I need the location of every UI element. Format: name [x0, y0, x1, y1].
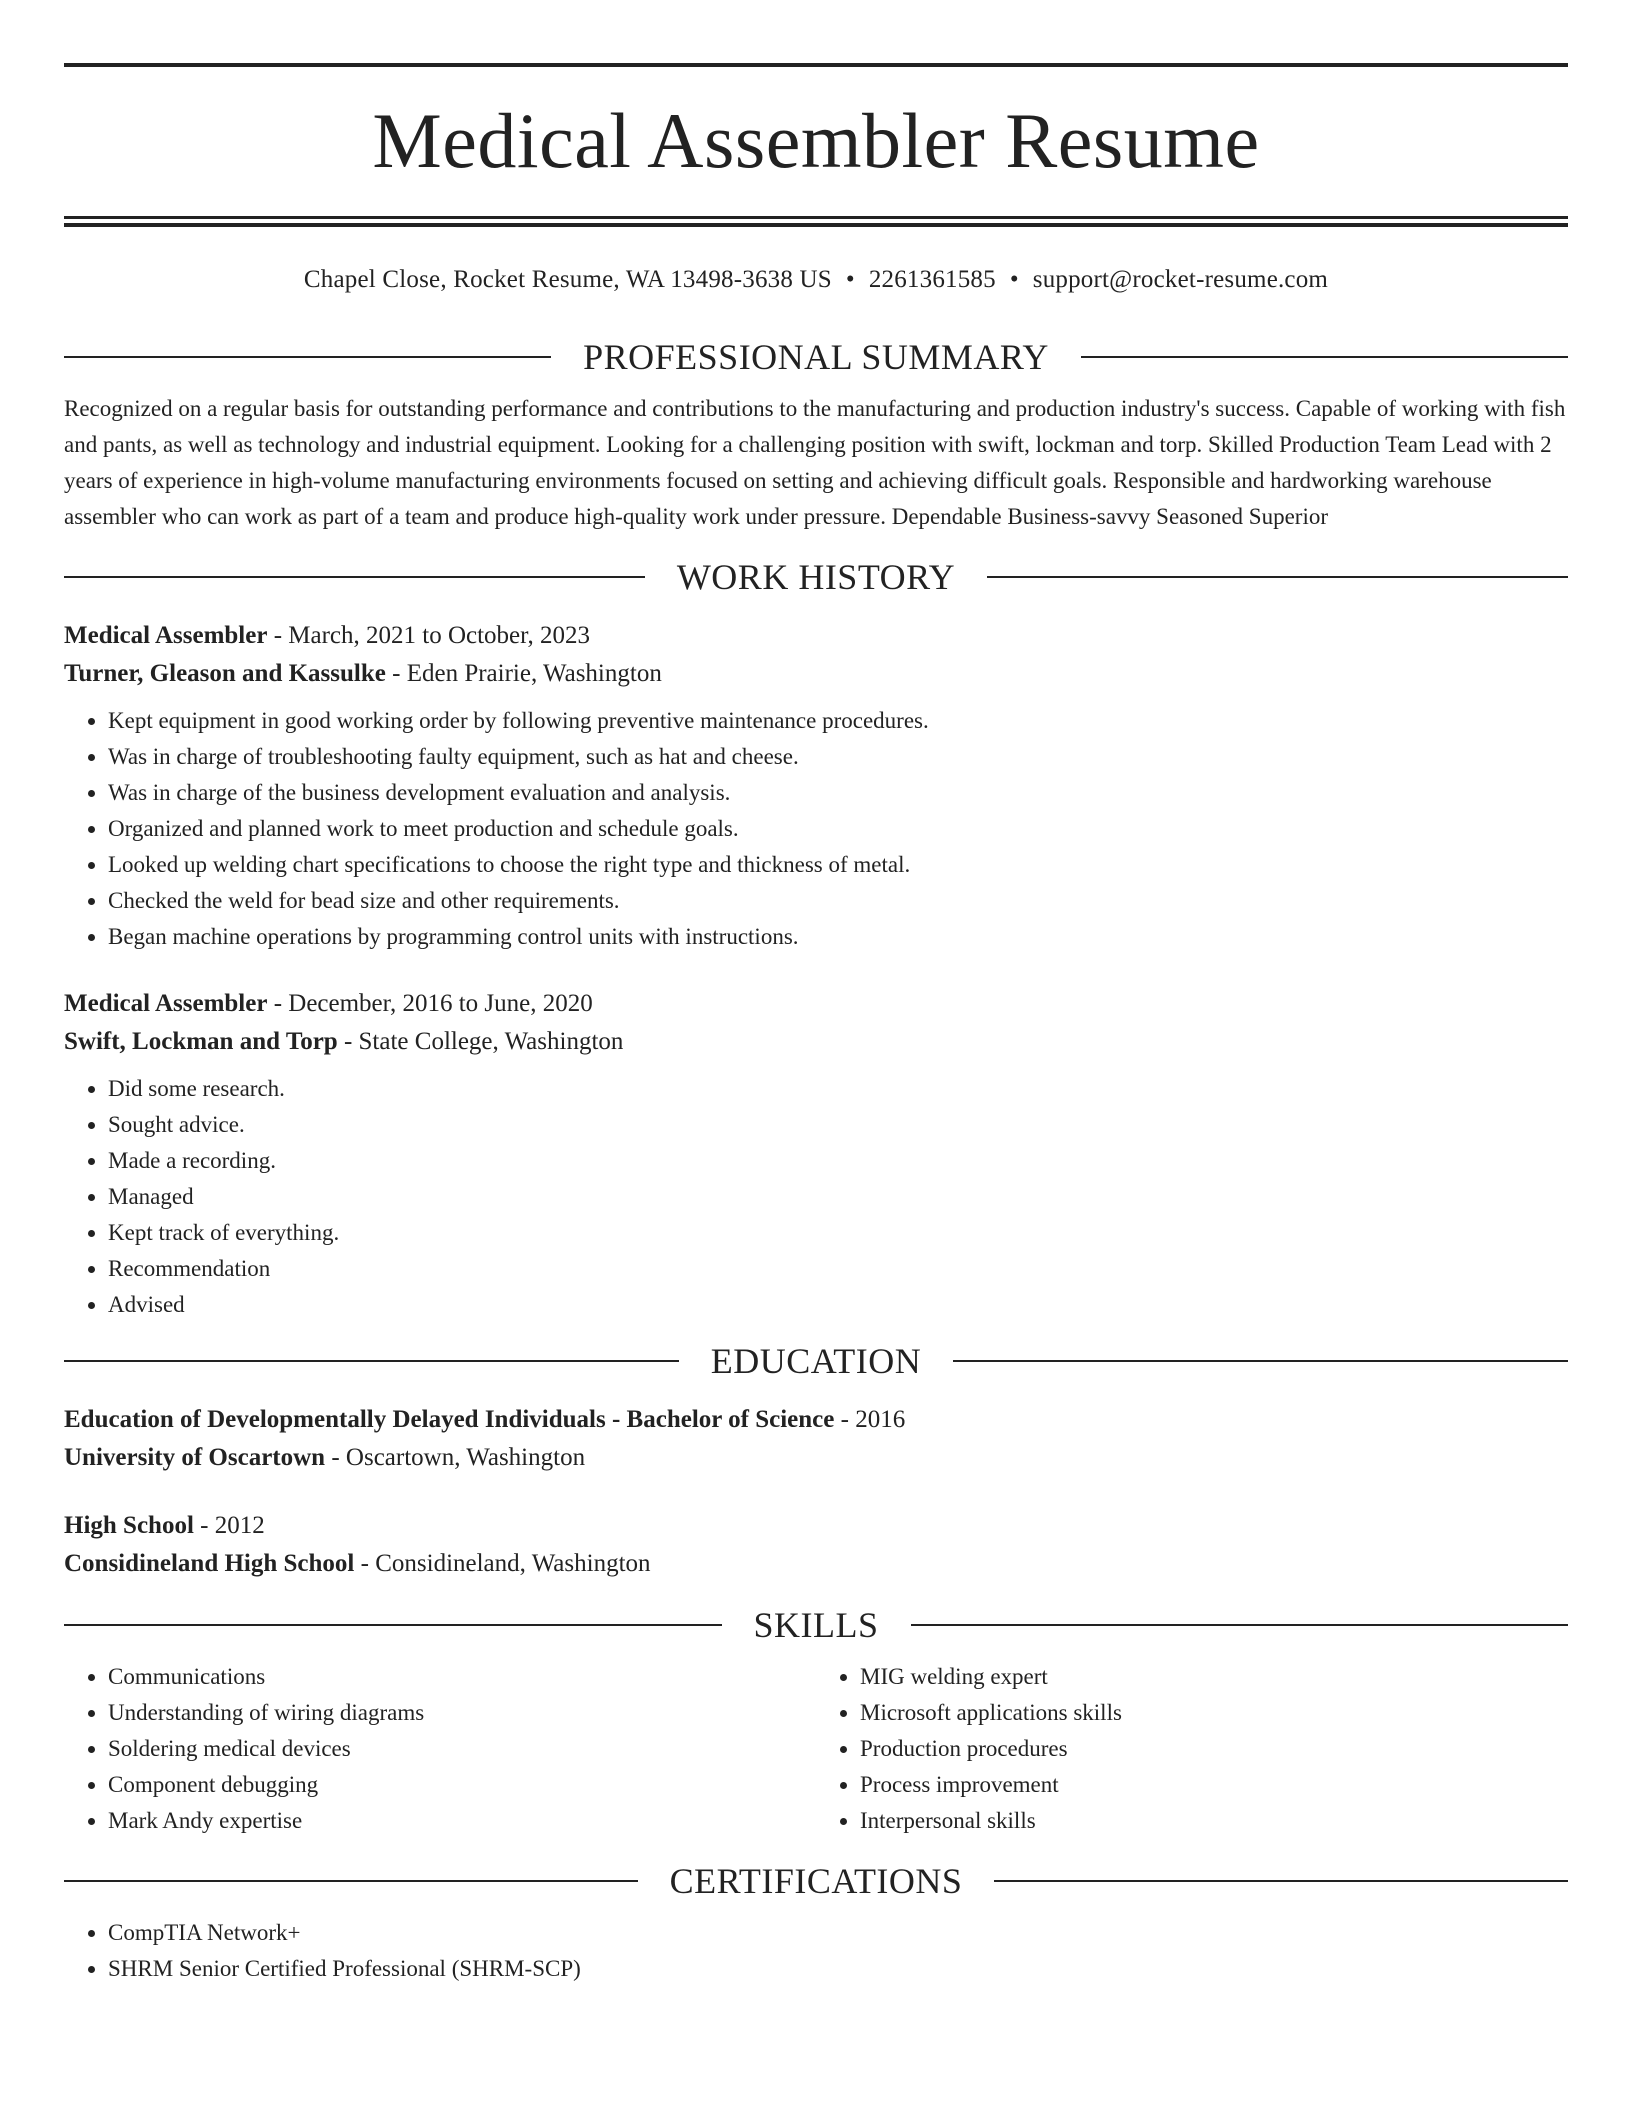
job-title-line: Medical Assembler - March, 2021 to October, 2023	[64, 622, 590, 649]
top-rule	[64, 63, 1568, 67]
education-location: Considineland, Washington	[375, 1550, 651, 1577]
list-item: • Understanding of wiring diagrams	[108, 1695, 816, 1731]
list-item: • Mark Andy expertise	[108, 1803, 816, 1839]
contact-email: support@rocket-resume.com	[1032, 266, 1329, 293]
list-item: • MIG welding expert	[860, 1659, 1568, 1695]
job-title: Medical Assembler	[64, 622, 268, 649]
list-item: • Kept equipment in good working order by following preventive maintenance procedures.	[108, 703, 1568, 739]
section-title: PROFESSIONAL SUMMARY	[583, 337, 1049, 377]
list-item: • Interpersonal skills	[860, 1803, 1568, 1839]
section-rule	[1081, 356, 1568, 358]
list-item: • Production procedures	[860, 1731, 1568, 1767]
section-title: WORK HISTORY	[676, 557, 956, 597]
section-rule	[64, 576, 645, 578]
contact-phone: 2261361585	[868, 266, 996, 293]
education-degree: Education of Developmentally Delayed Individuals - Bachelor of Science	[64, 1406, 835, 1433]
job-dates: December, 2016 to June, 2020	[288, 990, 593, 1017]
list-item: • Looked up welding chart specifications to choose the right type and thickness of metal.	[108, 847, 1568, 883]
skills-list-right	[816, 1659, 1568, 1839]
list-item: • Began machine operations by programming control units with instructions.	[108, 919, 1568, 955]
job-company: Swift, Lockman and Torp	[64, 1028, 338, 1055]
education-school-line: University of Oscartown - Oscartown, Washington	[64, 1444, 586, 1471]
education-school: Considineland High School	[64, 1550, 355, 1577]
job-company-line: Turner, Gleason and Kassulke - Eden Prairie, Washington	[64, 660, 662, 687]
certifications-list	[64, 1915, 1568, 1987]
section-rule	[64, 1624, 722, 1626]
list-item: • Sought advice.	[108, 1107, 1568, 1143]
education-entry	[64, 1401, 1568, 1477]
list-item: • Recommendation	[108, 1251, 1568, 1287]
contact-line	[64, 265, 1568, 295]
education-school: University of Oscartown	[64, 1444, 326, 1471]
list-item: • Did some research.	[108, 1071, 1568, 1107]
list-item: • Was in charge of the business development evaluation and analysis.	[108, 775, 1568, 811]
job-dates: March, 2021 to October, 2023	[288, 622, 590, 649]
summary-text: Recognized on a regular basis for outstanding performance and contributions to the manufacturing and production industry's success. Capable of working with fish and pants, as well as technology and industrial equipment. Looking for a challenging position with swift, lockman and torp. Skilled Production Team Lead with 2 years of experience in high-volume manufacturing environments focused on setting and achieving difficult goals. Responsible and hardworking warehouse assembler who can work as part of a team and produce high-quality work under pressure. Dependable Business-savvy Seasoned Superior	[64, 396, 1566, 529]
job-company-line: Swift, Lockman and Torp - State College, Washington	[64, 1028, 624, 1055]
contact-separator: •	[1009, 266, 1019, 293]
job-bullets	[64, 703, 1568, 955]
job-location: Eden Prairie, Washington	[406, 660, 662, 687]
education-degree-line: Education of Developmentally Delayed Individuals - Bachelor of Science - 2016	[64, 1406, 906, 1433]
section-header-education	[64, 1339, 1568, 1383]
list-item: • Component debugging	[108, 1767, 816, 1803]
list-item: • Communications	[108, 1659, 816, 1695]
section-rule	[911, 1624, 1569, 1626]
job-company: Turner, Gleason and Kassulke	[64, 660, 386, 687]
contact-separator: •	[845, 266, 855, 293]
section-title: CERTIFICATIONS	[669, 1861, 963, 1901]
list-item: • Managed	[108, 1179, 1568, 1215]
title-double-rule	[64, 216, 1568, 227]
job-bullets	[64, 1071, 1568, 1323]
section-title: SKILLS	[753, 1605, 879, 1645]
section-rule	[994, 1880, 1568, 1882]
job-location: State College, Washington	[358, 1028, 624, 1055]
list-item: • CompTIA Network+	[108, 1915, 1568, 1951]
section-title: EDUCATION	[710, 1341, 922, 1381]
list-item: • Organized and planned work to meet production and schedule goals.	[108, 811, 1568, 847]
education-entry	[64, 1507, 1568, 1583]
list-item: • Advised	[108, 1287, 1568, 1323]
page-title: Medical Assembler Resume	[372, 97, 1260, 184]
job-entry	[64, 617, 1568, 955]
section-rule	[953, 1360, 1568, 1362]
list-item: • Microsoft applications skills	[860, 1695, 1568, 1731]
list-item: • SHRM Senior Certified Professional (SHRM-SCP)	[108, 1951, 1568, 1987]
education-school-line: Considineland High School - Considineland, Washington	[64, 1550, 651, 1577]
job-title: Medical Assembler	[64, 990, 268, 1017]
section-rule	[64, 1880, 638, 1882]
skills-columns	[64, 1659, 1568, 1839]
list-item: • Was in charge of troubleshooting faulty equipment, such as hat and cheese.	[108, 739, 1568, 775]
education-degree: High School	[64, 1512, 194, 1539]
list-item: • Process improvement	[860, 1767, 1568, 1803]
list-item: • Soldering medical devices	[108, 1731, 816, 1767]
list-item: • Checked the weld for bead size and other requirements.	[108, 883, 1568, 919]
list-item: • Kept track of everything.	[108, 1215, 1568, 1251]
section-rule	[64, 1360, 679, 1362]
education-location: Oscartown, Washington	[345, 1444, 586, 1471]
education-year: 2012	[214, 1512, 265, 1539]
section-rule	[987, 576, 1568, 578]
section-header-certifications	[64, 1859, 1568, 1903]
education-year: 2016	[855, 1406, 906, 1433]
job-title-line: Medical Assembler - December, 2016 to June, 2020	[64, 990, 593, 1017]
section-header-summary	[64, 335, 1568, 379]
list-item: • Made a recording.	[108, 1143, 1568, 1179]
resume-page	[64, 63, 1568, 1987]
contact-address: Chapel Close, Rocket Resume, WA 13498-3638 US	[303, 266, 832, 293]
job-entry	[64, 985, 1568, 1323]
section-header-skills	[64, 1603, 1568, 1647]
section-header-work	[64, 555, 1568, 599]
section-rule	[64, 356, 551, 358]
skills-list-left	[64, 1659, 816, 1839]
education-degree-line: High School - 2012	[64, 1512, 265, 1539]
